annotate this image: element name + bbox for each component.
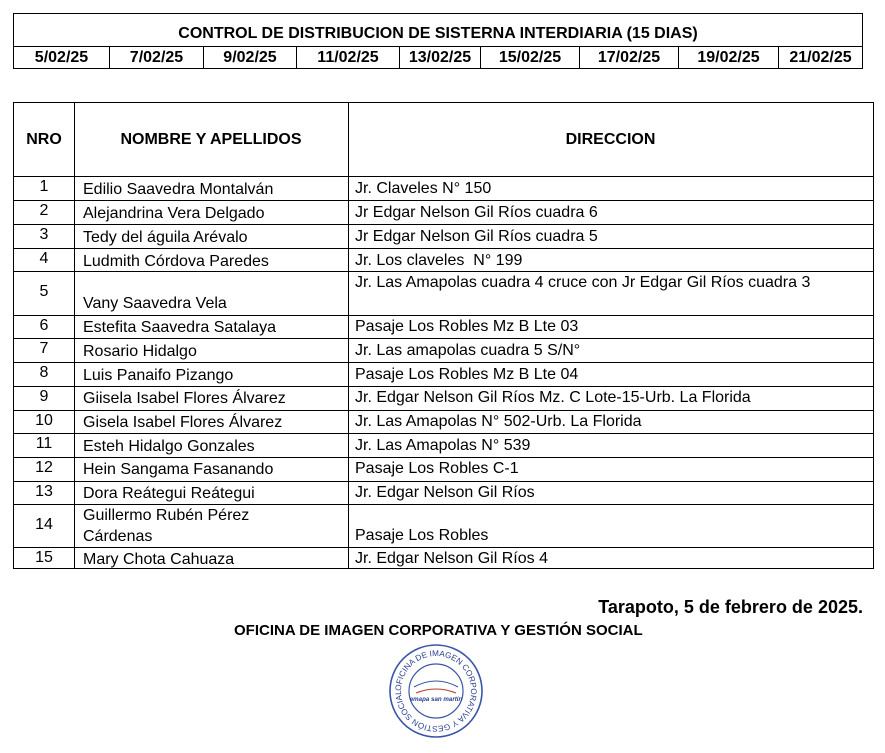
row-address: Jr Edgar Nelson Gil Ríos cuadra 5 — [355, 228, 598, 245]
row-name: Esteh Hidalgo Gonzales — [83, 438, 255, 455]
row-name: Mary Chota Cahuaza — [83, 551, 235, 568]
date-cell: 11/02/25 — [297, 47, 400, 69]
row-address: Jr. Edgar Nelson Gil Ríos — [355, 484, 535, 501]
date-cell: 21/02/25 — [789, 49, 852, 66]
date-cell: 9/02/25 — [204, 47, 297, 69]
row-number: 5 — [39, 283, 49, 300]
row-number: 3 — [39, 226, 49, 243]
row-number: 12 — [35, 459, 53, 476]
row-name: Edilio Saavedra Montalván — [83, 181, 274, 198]
date-cell: 19/02/25 — [679, 47, 779, 69]
row-number: 15 — [35, 549, 53, 566]
row-number: 2 — [39, 202, 49, 219]
row-address: Jr. Las Amapolas N° 502-Urb. La Florida — [355, 413, 642, 430]
distribution-control-header — [13, 13, 863, 69]
row-number: 14 — [35, 516, 53, 533]
row-number: 1 — [39, 178, 49, 195]
row-name: Hein Sangama Fasanando — [83, 461, 274, 478]
date-row — [14, 47, 862, 69]
row-address: Jr Edgar Nelson Gil Ríos cuadra 6 — [355, 204, 598, 221]
row-number: 7 — [39, 340, 49, 357]
seal-ring-text: OFICINA DE IMAGEN CORPORATIVA Y GESTIÓN SOCIAL — [393, 648, 479, 734]
row-name: Gisela Isabel Flores Álvarez — [83, 414, 283, 431]
row-address: Pasaje Los Robles — [355, 527, 489, 544]
date-cell: 5/02/25 — [14, 47, 110, 69]
header-address: DIRECCION — [565, 130, 656, 148]
row-address: Jr. Edgar Nelson Gil Ríos 4 — [355, 550, 548, 567]
row-address: Jr. Las Amapolas N° 539 — [355, 437, 531, 454]
header-nro: NRO — [26, 130, 62, 148]
date-cell: 17/02/25 — [580, 47, 679, 69]
seal-center-text: emapa san martín — [409, 696, 463, 703]
row-name: Alejandrina Vera Delgado — [83, 205, 265, 222]
row-name: Guillermo Rubén Pérez Cárdenas — [83, 507, 250, 545]
place-date: Tarapoto, 5 de febrero de 2025. — [598, 597, 863, 617]
seal-drop-icon — [416, 689, 456, 693]
seal-wave-icon — [414, 681, 458, 687]
office-seal-stamp — [388, 643, 484, 739]
row-address: Pasaje Los Robles C-1 — [355, 460, 519, 477]
row-name: Ludmith Córdova Paredes — [83, 253, 269, 270]
row-address: Jr. Claveles N° 150 — [355, 180, 492, 197]
date-cell: 7/02/25 — [110, 47, 204, 69]
row-number: 6 — [39, 317, 49, 334]
date-cell: 15/02/25 — [481, 47, 580, 69]
row-number: 11 — [35, 435, 53, 452]
row-name: Estefita Saavedra Satalaya — [83, 319, 277, 336]
row-address: Jr. Edgar Nelson Gil Ríos Mz. C Lote-15-Urb. La Florida — [355, 389, 751, 406]
row-address: Jr. Las amapolas cuadra 5 S/N° — [355, 342, 581, 359]
row-name: Vany Saavedra Vela — [83, 295, 227, 312]
date-cell: 13/02/25 — [400, 47, 481, 69]
office-name: OFICINA DE IMAGEN CORPORATIVA Y GESTIÓN SOCIAL — [234, 622, 643, 639]
control-title: CONTROL DE DISTRIBUCION DE SISTERNA INTERDIARIA (15 DIAS) — [14, 14, 862, 47]
row-number: 9 — [39, 388, 49, 405]
row-address: Jr. Los claveles N° 199 — [355, 252, 523, 269]
row-name: Tedy del águila Arévalo — [83, 229, 248, 246]
seal-outer-ring — [390, 645, 482, 737]
row-name: Rosario Hidalgo — [83, 343, 197, 360]
row-number: 4 — [39, 250, 49, 267]
row-name: Luis Panaifo Pizango — [83, 367, 234, 384]
row-number: 8 — [39, 364, 49, 381]
row-name: Giisela Isabel Flores Álvarez — [83, 390, 286, 407]
row-address: Pasaje Los Robles Mz B Lte 04 — [355, 366, 579, 383]
row-address: Pasaje Los Robles Mz B Lte 03 — [355, 318, 579, 335]
row-number: 13 — [35, 483, 53, 500]
beneficiaries-table — [13, 102, 874, 569]
row-name: Dora Reátegui Reátegui — [83, 485, 255, 502]
seal-inner-ring — [409, 664, 463, 718]
header-name: NOMBRE Y APELLIDOS — [120, 130, 302, 148]
row-number: 10 — [35, 412, 53, 429]
row-address: Jr. Las Amapolas cuadra 4 cruce con Jr Edgar Gil Ríos cuadra 3 — [355, 274, 811, 291]
